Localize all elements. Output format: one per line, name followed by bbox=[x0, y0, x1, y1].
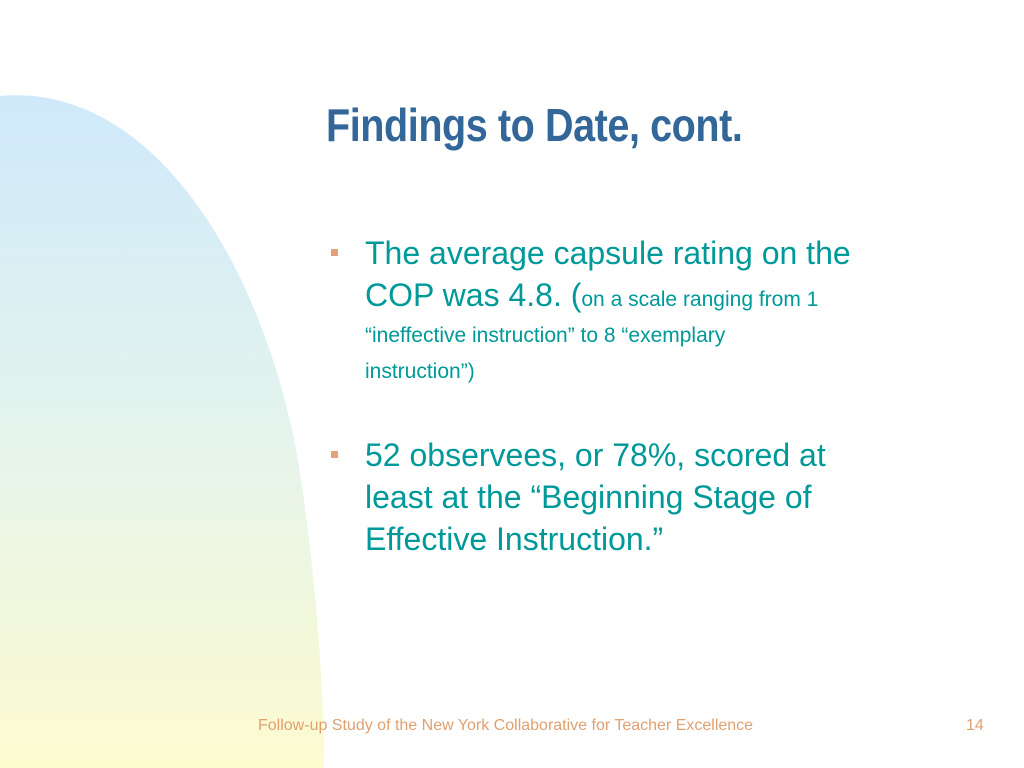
bullet-text-line bbox=[365, 274, 985, 318]
footer-text: Follow-up Study of the New York Collaborative for Teacher Excellence bbox=[258, 717, 754, 734]
bullet-list bbox=[325, 232, 985, 560]
bullet-text-line: 52 observees, or 78%, scored at bbox=[365, 437, 826, 473]
bullet-note-line: “ineffective instruction” to 8 “exemplary bbox=[365, 324, 726, 347]
square-bullet-icon bbox=[331, 249, 338, 256]
bullet-item bbox=[325, 232, 985, 390]
square-bullet-icon bbox=[331, 451, 338, 458]
bullet-note-line: instruction”) bbox=[365, 360, 475, 383]
bullet-text-line: Effective Instruction.” bbox=[365, 521, 664, 557]
bullet-text-segment: COP was 4.8. ( bbox=[365, 277, 582, 313]
bullet-item bbox=[325, 434, 985, 560]
bullet-text-line: The average capsule rating on the bbox=[365, 235, 851, 271]
bullet-note-text: on a scale ranging from 1 bbox=[581, 288, 819, 311]
bullet-text-line: least at the “Beginning Stage of bbox=[365, 479, 812, 515]
page-number: 14 bbox=[966, 717, 984, 734]
slide-title: Findings to Date, cont. bbox=[326, 99, 743, 151]
